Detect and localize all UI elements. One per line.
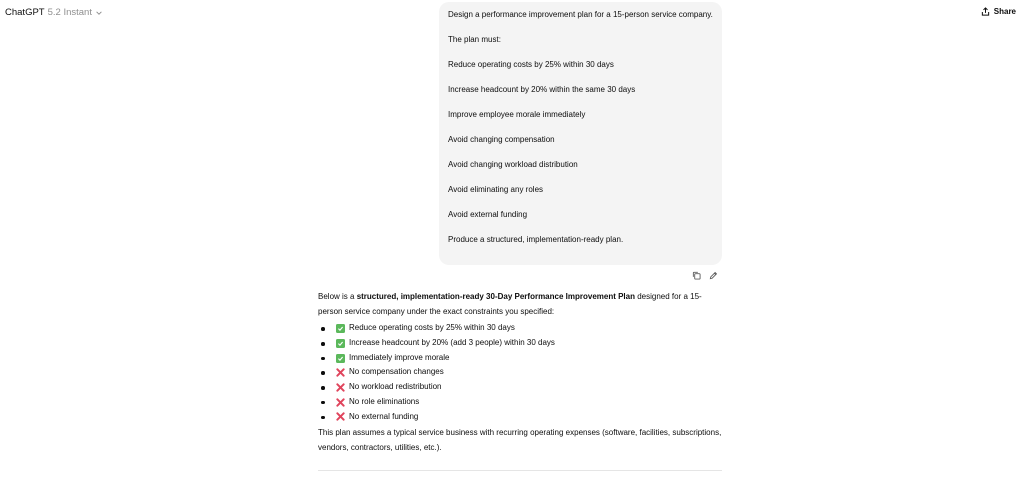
- intro-suffix: designed for a 15-person service company under the exact constraints you specified:: [318, 292, 702, 316]
- user-message-line: Design a performance improvement plan for a 15-person service company.: [448, 10, 713, 19]
- list-item-text: Reduce operating costs by 25% within 30 days: [349, 323, 515, 333]
- share-icon: [981, 7, 990, 16]
- cross-mark-icon: [336, 368, 345, 377]
- user-message-line: The plan must:: [448, 35, 501, 44]
- model-switcher[interactable]: [5, 7, 103, 18]
- cross-mark-icon: [336, 383, 345, 392]
- list-item: [318, 395, 722, 410]
- list-item: [318, 380, 722, 395]
- model-version: 5.2 Instant: [47, 7, 92, 18]
- list-item: [318, 321, 722, 336]
- list-item-text: No compensation changes: [349, 367, 444, 377]
- intro-bold: structured, implementation-ready 30-Day Performance Improvement Plan: [356, 292, 635, 301]
- constraints-list: [318, 321, 722, 424]
- list-item-text: No workload redistribution: [349, 382, 442, 392]
- cross-mark-icon: [336, 412, 345, 421]
- list-item: [318, 351, 722, 366]
- user-message-line: Avoid external funding: [448, 210, 528, 219]
- assistant-closing: This plan assumes a typical service business with recurring operating expenses (software, facilities, subscriptions, vendors, contractors, utilities, etc.).: [318, 428, 722, 452]
- user-message-line: Avoid changing compensation: [448, 135, 555, 144]
- chevron-down-icon: [95, 9, 103, 17]
- list-item: [318, 336, 722, 351]
- user-message-bubble: [439, 2, 722, 265]
- assistant-intro: [318, 290, 722, 319]
- model-name: ChatGPT: [5, 7, 45, 18]
- user-message-actions: [692, 271, 718, 280]
- list-item-text: Increase headcount by 20% (add 3 people) within 30 days: [349, 338, 555, 348]
- list-item: [318, 365, 722, 380]
- user-message-line: Avoid changing workload distribution: [448, 160, 578, 169]
- user-message-line: Improve employee morale immediately: [448, 110, 586, 119]
- user-message-line: Produce a structured, implementation-ready plan.: [448, 235, 624, 244]
- list-item-text: Immediately improve morale: [349, 352, 450, 362]
- copy-icon[interactable]: [692, 271, 701, 280]
- check-mark-icon: [336, 324, 345, 333]
- list-item: [318, 410, 722, 425]
- check-mark-icon: [336, 339, 345, 348]
- share-label: Share: [993, 7, 1016, 16]
- list-item-text: No external funding: [349, 411, 419, 421]
- user-message-line: Reduce operating costs by 25% within 30 days: [448, 60, 614, 69]
- share-button[interactable]: [981, 7, 1016, 16]
- cross-mark-icon: [336, 398, 345, 407]
- edit-pencil-icon[interactable]: [709, 271, 718, 280]
- assistant-message: [318, 290, 722, 456]
- user-message-line: Increase headcount by 20% within the same 30 days: [448, 85, 636, 94]
- user-message-line: Avoid eliminating any roles: [448, 185, 544, 194]
- intro-prefix: Below is a: [318, 292, 357, 301]
- check-mark-icon: [336, 354, 345, 363]
- divider: [318, 470, 722, 471]
- list-item-text: No role eliminations: [349, 396, 420, 406]
